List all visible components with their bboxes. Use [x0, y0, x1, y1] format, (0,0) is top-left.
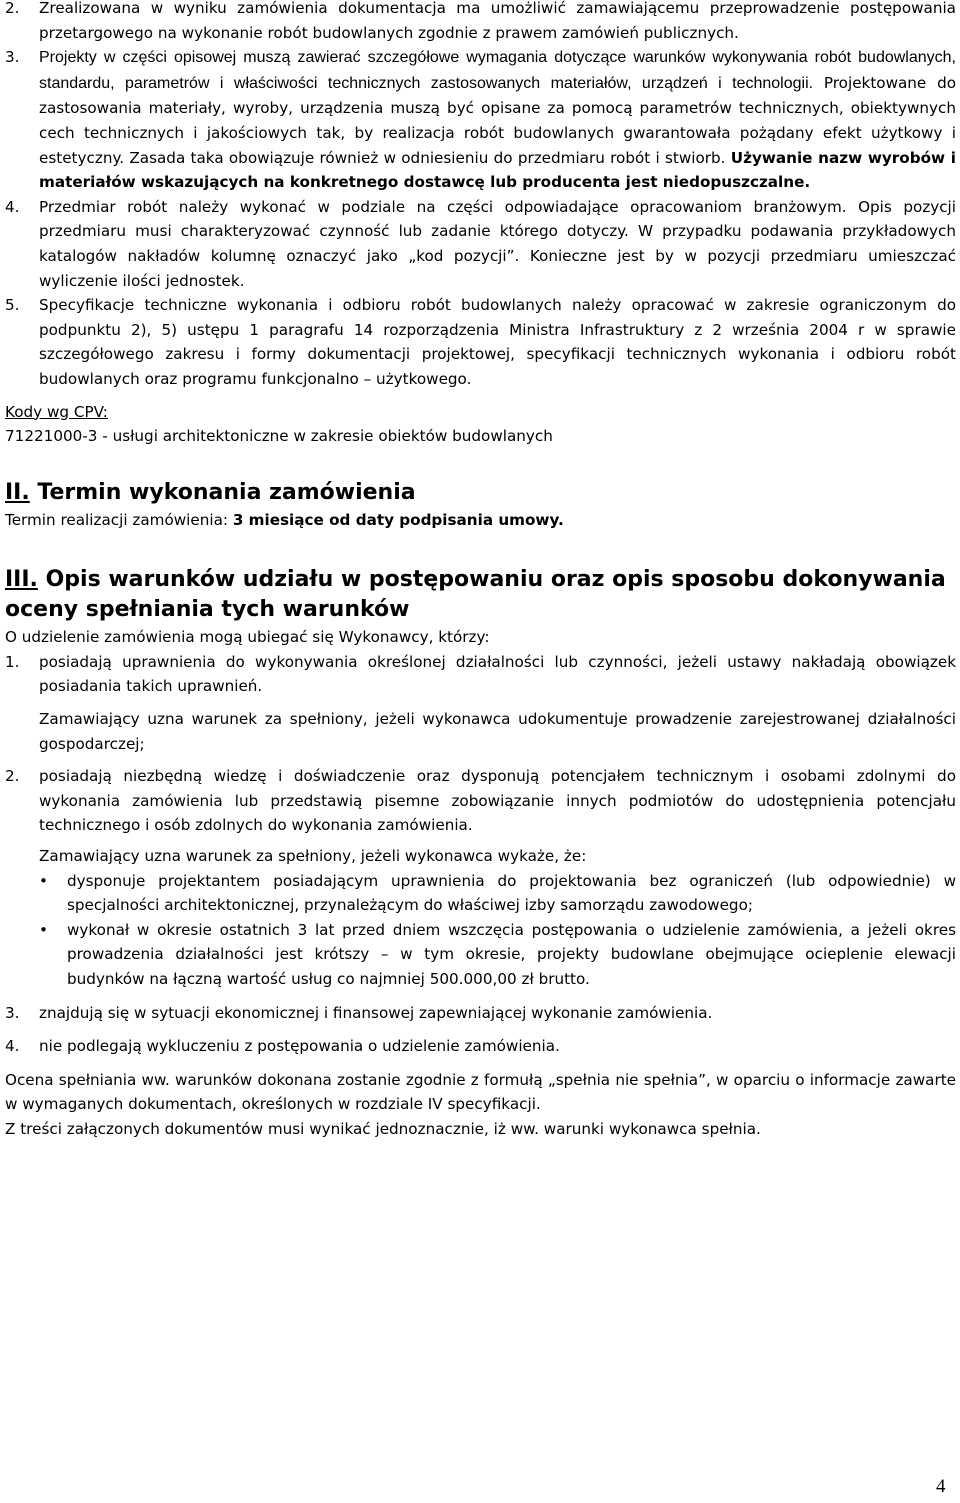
- item-number: 3.: [5, 1003, 20, 1022]
- condition-note: Zamawiający uzna warunek za spełniony, jeżeli wykonawca udokumentuje prowadzenie zarejestrowanej działalności gospodarczej;: [39, 710, 956, 753]
- bullet-text: dysponuje projektantem posiadającym uprawnienia do projektowania bez ograniczeń (lub odpowiednie) w specjalności architektonicznej, przynależącym do właściwej izby samorządu zawodowego;: [67, 871, 956, 915]
- item-number: 1.: [5, 652, 20, 671]
- assessment-paragraph: Ocena spełniania ww. warunków dokonana zostanie zgodnie z formułą „spełnia nie spełnia”, w oparciu o informacje zawarte w wymaganych dokumentach, określonych w rozdziale IV specyfikacji.: [5, 1070, 956, 1114]
- item-number: 5.: [5, 296, 20, 315]
- item-text: Zrealizowana w wyniku zamówienia dokumentacja ma umożliwić zamawiającemu przeprowadzenie postępowania przetargowego na wykonanie robót budowlanych zgodnie z prawem zamówień publicznych.: [39, 0, 956, 42]
- item-number: 4.: [5, 197, 20, 216]
- list-item: [5, 293, 956, 391]
- list-item: [5, 1001, 956, 1026]
- item-text: posiadają niezbędną wiedzę i doświadczenie oraz dysponują potencjałem technicznym i osobami zdolnymi do wykonania zamówienia lub przedstawią pisemne zobowiązanie innych podmiotów do udostępnienia potencjału technicznego i osób zdolnych do wykonania zamówienia.: [39, 767, 956, 835]
- conclusion-paragraph: Z treści załączonych dokumentów musi wynikać jednoznacznie, iż ww. warunki wykonawca spełnia.: [5, 1119, 761, 1138]
- bullet-item: [5, 869, 956, 918]
- list-item: [5, 195, 956, 293]
- section-number: II.: [5, 479, 30, 505]
- deadline-label: Termin realizacji zamówienia:: [5, 510, 233, 529]
- list-item: [5, 0, 956, 45]
- section-heading: [5, 478, 956, 508]
- list-item: [5, 1034, 956, 1059]
- list-item: [5, 45, 956, 195]
- bullet-item: [5, 918, 956, 992]
- section-heading: [5, 565, 956, 625]
- item-number: 4.: [5, 1037, 20, 1056]
- item-number: 3.: [5, 48, 20, 67]
- deadline-line: [5, 508, 956, 533]
- item-text: znajdują się w sytuacji ekonomicznej i finansowej zapewniającej wykonanie zamówienia.: [39, 1003, 713, 1022]
- bullet-marker: •: [39, 871, 48, 890]
- item-text: Przedmiar robót należy wykonać w podziale na części odpowiadające opracowaniom branżowym. Opis pozycji przedmiaru musi charakteryzować czynność lub zadanie którego dotyczy. W przypadku podawania przykładowych katalogów nakładów kolumnę oznaczyć jako „kod pozycji”. Konieczne jest by w pozycji przedmiaru umieszczać wyliczenie ilości jednostek.: [39, 197, 956, 290]
- item-text: Projekty w części opisowej muszą zawierać szczegółowe wymagania dotyczące warunków wykonywania robót budowlanych, standardu, parametrów i właściwości technicznych zastosowanych materiałów, urządzeń i technologii.: [39, 49, 956, 92]
- list-item: [5, 650, 956, 699]
- section-intro: O udzielenie zamówienia mogą ubiegać się Wykonawcy, którzy:: [5, 628, 490, 647]
- condition-note: Zamawiający uzna warunek za spełniony, jeżeli wykonawca wykaże, że:: [39, 847, 587, 866]
- item-number: 2.: [5, 0, 20, 17]
- list-item: [5, 764, 956, 838]
- item-text: Specyfikacje techniczne wykonania i odbioru robót budowlanych należy opracować w zakresie ograniczonym do podpunktu 2), 5) ustępu 1 paragrafu 14 rozporządzenia Ministra Infrastruktury z 2 września 2004 r w sprawie szczegółowego zakresu i formy dokumentacji projektowej, specyfikacji technicznych wykonania i odbioru robót budowlanych oraz programu funkcjonalno – użytkowego.: [39, 296, 956, 388]
- bullet-text: wykonał w okresie ostatnich 3 lat przed dniem wszczęcia postępowania o udzielenie zamówienia, a jeżeli okres prowadzenia działalności jest krótszy – w tym okresie, projekty budowlane obejmujące ocieplenie elewacji budynków na łączną wartość usług co najmniej 500.000,00 zł brutto.: [67, 920, 956, 988]
- item-text: nie podlegają wykluczeniu z postępowania o udzielenie zamówienia.: [39, 1037, 560, 1056]
- item-text-bold: Używanie nazw wyrobów i materiałów wskazujących na konkretnego dostawcę lub producenta jest niedopuszczalne.: [39, 148, 956, 192]
- item-number: 2.: [5, 767, 20, 786]
- item-text: posiadają uprawnienia do wykonywania określonej działalności lub czynności, jeżeli ustawy nakładają obowiązek posiadania takich uprawnień.: [39, 652, 956, 696]
- section-number: III.: [5, 567, 38, 593]
- cpv-value: 71221000-3 - usługi architektoniczne w zakresie obiektów budowlanych: [5, 427, 553, 446]
- section-title: Termin wykonania zamówienia: [29, 479, 416, 505]
- item-text: Projektowane do zastosowania materiały, wyroby, urządzenia muszą być opisane za pomocą parametrów technicznych, obiektywnych cech technicznych i jakościowych tak, by realizacja robót budowlanych gwarantowała pożądany efekt użytkowy i estetyczny. Zasada taka obowiązuje również w odniesieniu do przedmiaru robót i stwiorb.: [39, 73, 957, 167]
- page-number: 4: [936, 1476, 946, 1497]
- bullet-marker: •: [39, 920, 48, 939]
- document-page: [5, 0, 956, 1142]
- cpv-label: Kody wg CPV:: [5, 402, 108, 421]
- section-title: Opis warunków udziału w postępowaniu oraz opis sposobu dokonywania oceny spełniania tych warunków: [5, 567, 946, 623]
- deadline-value: 3 miesiące od daty podpisania umowy.: [232, 510, 564, 529]
